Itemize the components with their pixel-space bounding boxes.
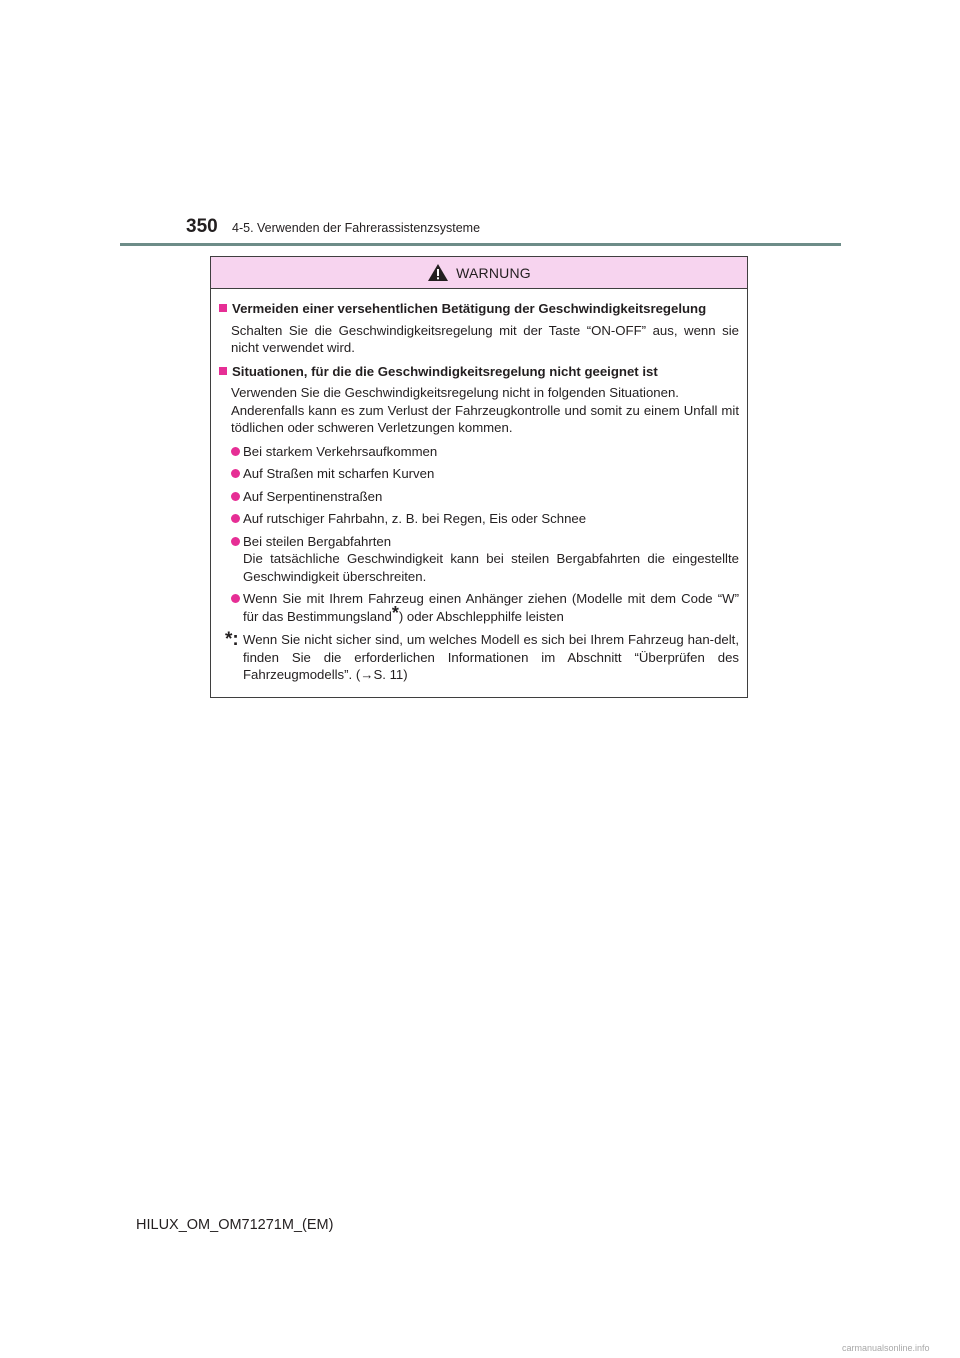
list-item	[219, 488, 739, 506]
topic-title: Situationen, für die die Geschwindigkeitsregelung nicht geeignet ist	[232, 363, 658, 379]
list-item-text-part: ) oder Abschlepphilfe leisten	[398, 608, 564, 624]
topic-text-line: Anderenfalls kann es zum Verlust der Fahrzeugkontrolle und somit zu einem Unfall mit tödlichen oder schweren Verletzungen kommen.	[231, 402, 739, 435]
list-item-title: Bei steilen Bergabfahrten	[243, 533, 392, 549]
list-item-text	[243, 533, 739, 586]
topic-heading	[219, 363, 739, 381]
list-item-text: Auf rutschiger Fahrbahn, z. B. bei Regen, Eis oder Schnee	[243, 511, 587, 526]
square-bullet-icon	[219, 367, 227, 375]
round-bullet-icon	[231, 537, 240, 546]
warning-header	[211, 257, 747, 289]
page-number: 350	[186, 216, 218, 237]
footnote	[219, 631, 739, 684]
list-item	[219, 510, 739, 528]
topic-text-line: Verwenden Sie die Geschwindigkeitsregelung nicht in folgenden Situationen.	[231, 385, 679, 400]
topic-text	[219, 384, 739, 437]
warning-title: WARNUNG	[456, 264, 531, 281]
list-item	[219, 465, 739, 483]
topic-heading	[219, 300, 739, 318]
square-bullet-icon	[219, 304, 227, 312]
header-divider	[120, 243, 841, 246]
round-bullet-icon	[231, 514, 240, 523]
warning-body	[211, 289, 747, 684]
topic-text: Schalten Sie die Geschwindigkeitsregelung mit der Taste “ON-OFF” aus, wenn sie nicht verwendet wird.	[231, 322, 739, 355]
asterisk-mark: *	[391, 602, 399, 623]
list-item	[219, 533, 739, 586]
footnote-text: Wenn Sie nicht sicher sind, um welches Modell es sich bei Ihrem Fahrzeug han-delt, finden Sie die erforderlichen Informationen im Abschnitt “Überprüfen des Fahrzeugmodells”. (→S. 11)	[243, 632, 739, 682]
list-item-text	[243, 590, 739, 625]
round-bullet-icon	[231, 594, 240, 603]
round-bullet-icon	[231, 447, 240, 456]
footnote-mark: *:	[225, 629, 239, 650]
list-item-detail: Die tatsächliche Geschwindigkeit kann bei steilen Bergabfahrten die eingestellte Geschwindigkeit überschreiten.	[243, 551, 739, 584]
round-bullet-icon	[231, 469, 240, 478]
watermark: carmanualsonline.info	[842, 1343, 930, 1353]
list-item-text: Auf Serpentinenstraßen	[243, 488, 383, 504]
list-item-text: Auf Straßen mit scharfen Kurven	[243, 466, 435, 481]
warning-triangle-icon	[427, 263, 449, 282]
section-title: 4-5. Verwenden der Fahrerassistenzsysteme	[232, 221, 481, 235]
warning-box	[210, 256, 748, 698]
document-id: HILUX_OM_OM71271M_(EM)	[136, 1217, 334, 1233]
list-item-text-part: Wenn Sie mit Ihrem Fahrzeug einen Anhänger ziehen (Modelle mit dem Code “W” für das Bestimmungsland	[243, 591, 739, 624]
round-bullet-icon	[231, 492, 240, 501]
list-item	[219, 443, 739, 461]
list-item	[219, 590, 739, 625]
topic-title: Vermeiden einer versehentlichen Betätigung der Geschwindigkeitsregelung	[232, 301, 707, 316]
list-item-text: Bei starkem Verkehrsaufkommen	[243, 443, 438, 459]
